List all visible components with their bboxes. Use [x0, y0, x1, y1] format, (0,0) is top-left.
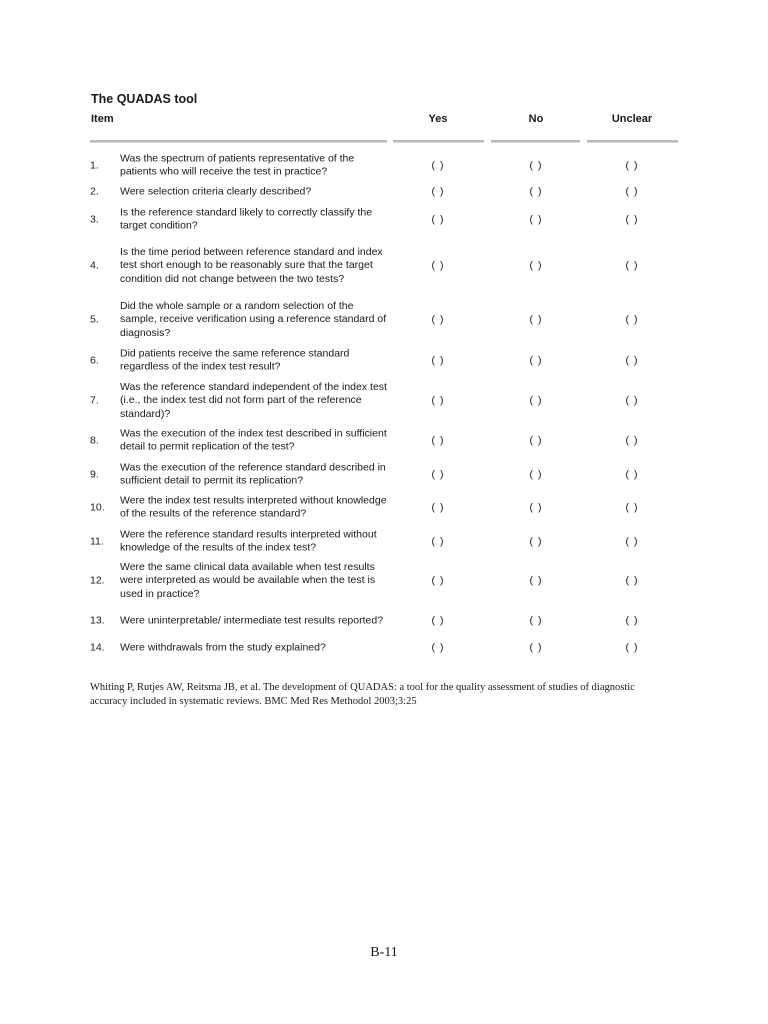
yes-option[interactable]: ( ) — [431, 500, 445, 513]
unclear-option[interactable]: ( ) — [625, 259, 639, 272]
item-number: 5. — [90, 313, 99, 326]
item-number: 11. — [90, 534, 104, 547]
item-number: 3. — [90, 212, 99, 225]
column-header-unclear: Unclear — [611, 113, 653, 125]
unclear-option[interactable]: ( ) — [625, 613, 639, 626]
item-question: Was the reference standard independent of the index test (i.e., the index test did not form part of the reference standard)? — [120, 380, 387, 420]
table-row — [0, 527, 768, 556]
no-option[interactable]: ( ) — [529, 500, 543, 513]
yes-option[interactable]: ( ) — [431, 185, 445, 198]
unclear-option[interactable]: ( ) — [625, 534, 639, 547]
yes-option[interactable]: ( ) — [431, 613, 445, 626]
yes-option[interactable]: ( ) — [431, 259, 445, 272]
item-number: 6. — [90, 353, 99, 366]
no-option[interactable]: ( ) — [529, 313, 543, 326]
item-number: 13. — [90, 613, 105, 626]
yes-option[interactable]: ( ) — [431, 574, 445, 587]
column-header-item: Item — [91, 113, 114, 125]
no-option[interactable]: ( ) — [529, 433, 543, 446]
no-option[interactable]: ( ) — [529, 534, 543, 547]
no-option[interactable]: ( ) — [529, 185, 543, 198]
page-number: B-11 — [370, 945, 398, 960]
table-row — [0, 559, 768, 603]
yes-option[interactable]: ( ) — [431, 641, 445, 654]
no-option[interactable]: ( ) — [529, 394, 543, 407]
table-row — [0, 238, 768, 294]
item-question: Is the time period between reference standard and index test short enough to be reasonably sure that the target condition did not change between the two tests? — [120, 245, 383, 285]
table-row — [0, 379, 768, 423]
unclear-option[interactable]: ( ) — [625, 641, 639, 654]
table-row — [0, 298, 768, 342]
header-rule-item — [90, 140, 387, 143]
unclear-option[interactable]: ( ) — [625, 500, 639, 513]
no-option[interactable]: ( ) — [529, 574, 543, 587]
table-row — [0, 606, 768, 635]
no-option[interactable]: ( ) — [529, 212, 543, 225]
no-option[interactable]: ( ) — [529, 259, 543, 272]
yes-option[interactable]: ( ) — [431, 534, 445, 547]
item-number: 4. — [90, 259, 99, 272]
item-question: Was the execution of the reference standard described in sufficient detail to permit its replication? — [120, 461, 386, 487]
yes-option[interactable]: ( ) — [431, 158, 445, 171]
yes-option[interactable]: ( ) — [431, 212, 445, 225]
item-question: Was the execution of the index test described in sufficient detail to permit replication of the test? — [120, 427, 387, 453]
item-number: 7. — [90, 394, 99, 407]
item-number: 10. — [90, 500, 105, 513]
item-question: Were the same clinical data available when test results were interpreted as would be available when the test is used in practice? — [120, 560, 376, 600]
header-rule-unclear — [587, 140, 678, 143]
unclear-option[interactable]: ( ) — [625, 313, 639, 326]
page-title: The QUADAS tool — [91, 92, 198, 106]
yes-option[interactable]: ( ) — [431, 313, 445, 326]
citation: Whiting P, Rutjes AW, Reitsma JB, et al. The development of QUADAS: a tool for the quality assessment of studies of diagnostic accuracy included in systematic reviews. BMC Med Res Methodol 2003;3:25 — [90, 682, 635, 707]
table-row — [0, 346, 768, 375]
table-row — [0, 460, 768, 489]
item-question: Were the index test results interpreted without knowledge of the results of the reference standard? — [120, 494, 387, 520]
unclear-option[interactable]: ( ) — [625, 433, 639, 446]
item-question: Were withdrawals from the study explained? — [120, 641, 326, 654]
unclear-option[interactable]: ( ) — [625, 574, 639, 587]
table-row — [0, 426, 768, 455]
item-question: Were uninterpretable/ intermediate test results reported? — [120, 613, 384, 626]
column-header-no: No — [528, 113, 544, 125]
item-question: Were selection criteria clearly described? — [120, 185, 312, 198]
unclear-option[interactable]: ( ) — [625, 158, 639, 171]
item-number: 9. — [90, 467, 99, 480]
no-option[interactable]: ( ) — [529, 353, 543, 366]
item-number: 1. — [90, 158, 99, 171]
yes-option[interactable]: ( ) — [431, 394, 445, 407]
item-number: 2. — [90, 185, 99, 198]
unclear-option[interactable]: ( ) — [625, 185, 639, 198]
item-number: 12. — [90, 574, 105, 587]
unclear-option[interactable]: ( ) — [625, 467, 639, 480]
item-question: Is the reference standard likely to correctly classify the target condition? — [120, 206, 373, 232]
yes-option[interactable]: ( ) — [431, 353, 445, 366]
unclear-option[interactable]: ( ) — [625, 212, 639, 225]
yes-option[interactable]: ( ) — [431, 467, 445, 480]
unclear-option[interactable]: ( ) — [625, 394, 639, 407]
item-question: Was the spectrum of patients representative of the patients who will receive the test in practice? — [120, 152, 355, 178]
item-number: 14. — [90, 641, 105, 654]
table-row — [0, 493, 768, 522]
table-row — [0, 183, 768, 201]
column-header-yes: Yes — [428, 113, 448, 125]
item-number: 8. — [90, 433, 99, 446]
no-option[interactable]: ( ) — [529, 467, 543, 480]
no-option[interactable]: ( ) — [529, 641, 543, 654]
no-option[interactable]: ( ) — [529, 613, 543, 626]
header-rule-no — [491, 140, 580, 143]
item-question: Were the reference standard results interpreted without knowledge of the results of the index test? — [120, 528, 377, 554]
header-rule-yes — [393, 140, 484, 143]
item-question: Did patients receive the same reference standard regardless of the index test result? — [120, 347, 350, 373]
table-row — [0, 639, 768, 657]
unclear-option[interactable]: ( ) — [625, 353, 639, 366]
no-option[interactable]: ( ) — [529, 158, 543, 171]
yes-option[interactable]: ( ) — [431, 433, 445, 446]
table-row — [0, 205, 768, 234]
item-question: Did the whole sample or a random selection of the sample, receive verification using a reference standard of diagnosis? — [120, 299, 387, 339]
table-row — [0, 151, 768, 180]
